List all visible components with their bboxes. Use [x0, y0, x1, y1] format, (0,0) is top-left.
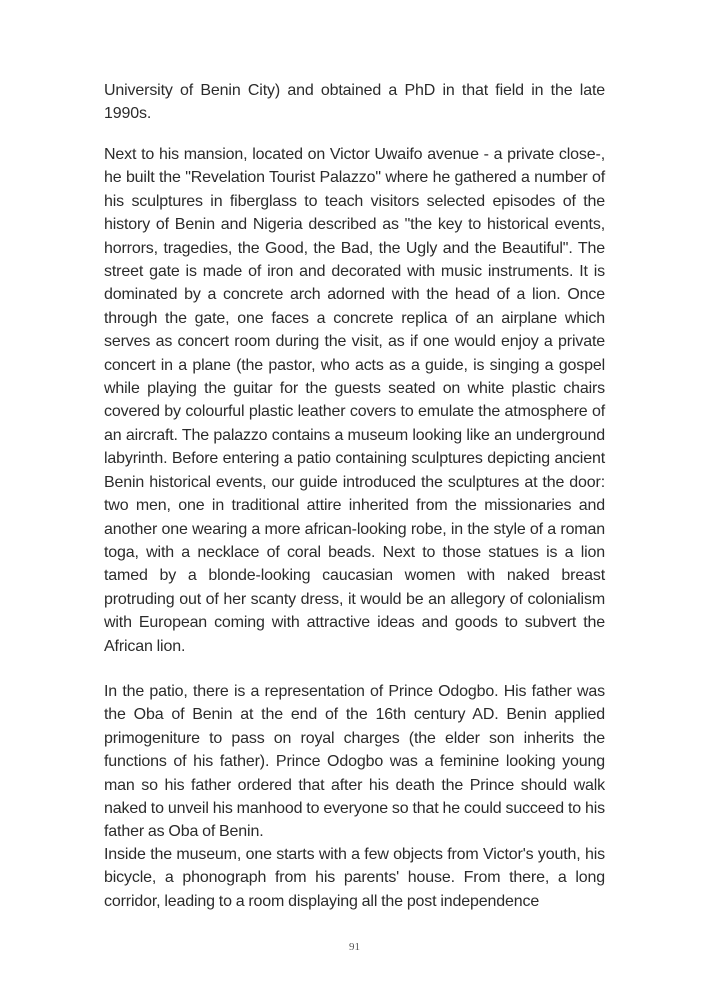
- paragraph-revelation-palazzo: Next to his mansion, located on Victor Uwaifo avenue - a private close-, he built the "Revelation Tourist Palazzo" where he gathered a number of his sculptures in fiberglass to teach visitors selected episodes of the history of Benin and Nigeria described as "the key to historical events, horrors, tragedies, the Good, the Bad, the Ugly and the Beautiful". The street gate is made of iron and decorated with music instruments. It is dominated by a concrete arch adorned with the head of a lion. Once through the gate, one faces a concrete replica of an airplane which serves as concert room during the visit, as if one would enjoy a private concert in a plane (the pastor, who acts as a guide, is singing a gospel while playing the guitar for the guests seated on white plastic chairs covered by colourful plastic leather covers to emulate the atmosphere of an aircraft. The palazzo contains a museum looking like an underground labyrinth. Before entering a patio containing sculptures depicting ancient Benin historical events, our guide introduced the sculptures at the door: two men, one in traditional attire inherited from the missionaries and another one wearing a more african-looking robe, in the style of a roman toga, with a necklace of coral beads. Next to those statues is a lion tamed by a blonde-looking caucasian women with naked breast protruding out of her scanty dress, it would be an allegory of colonialism with European coming with attractive ideas and goods to subvert the African lion.: [104, 146, 605, 655]
- paragraph-prince-odogbo: In the patio, there is a representation of Prince Odogbo. His father was the Oba of Benin at the end of the 16th century AD. Benin applied primogeniture to pass on royal charges (the elder son inherits the functions of his father). Prince Odogbo was a feminine looking young man so his father ordered that after his death the Prince should walk naked to unveil his manhood to everyone so that he could succeed to his father as Oba of Benin.: [104, 683, 605, 841]
- page-number: 91: [349, 941, 360, 953]
- paragraph-museum-interior: Inside the museum, one starts with a few objects from Victor's youth, his bicycle, a phonograph from his parents' house. From there, a long corridor, leading to a room displaying all the post independence: [104, 846, 605, 910]
- paragraph-continuation: University of Benin City) and obtained a PhD in that field in the late 1990s.: [104, 82, 605, 123]
